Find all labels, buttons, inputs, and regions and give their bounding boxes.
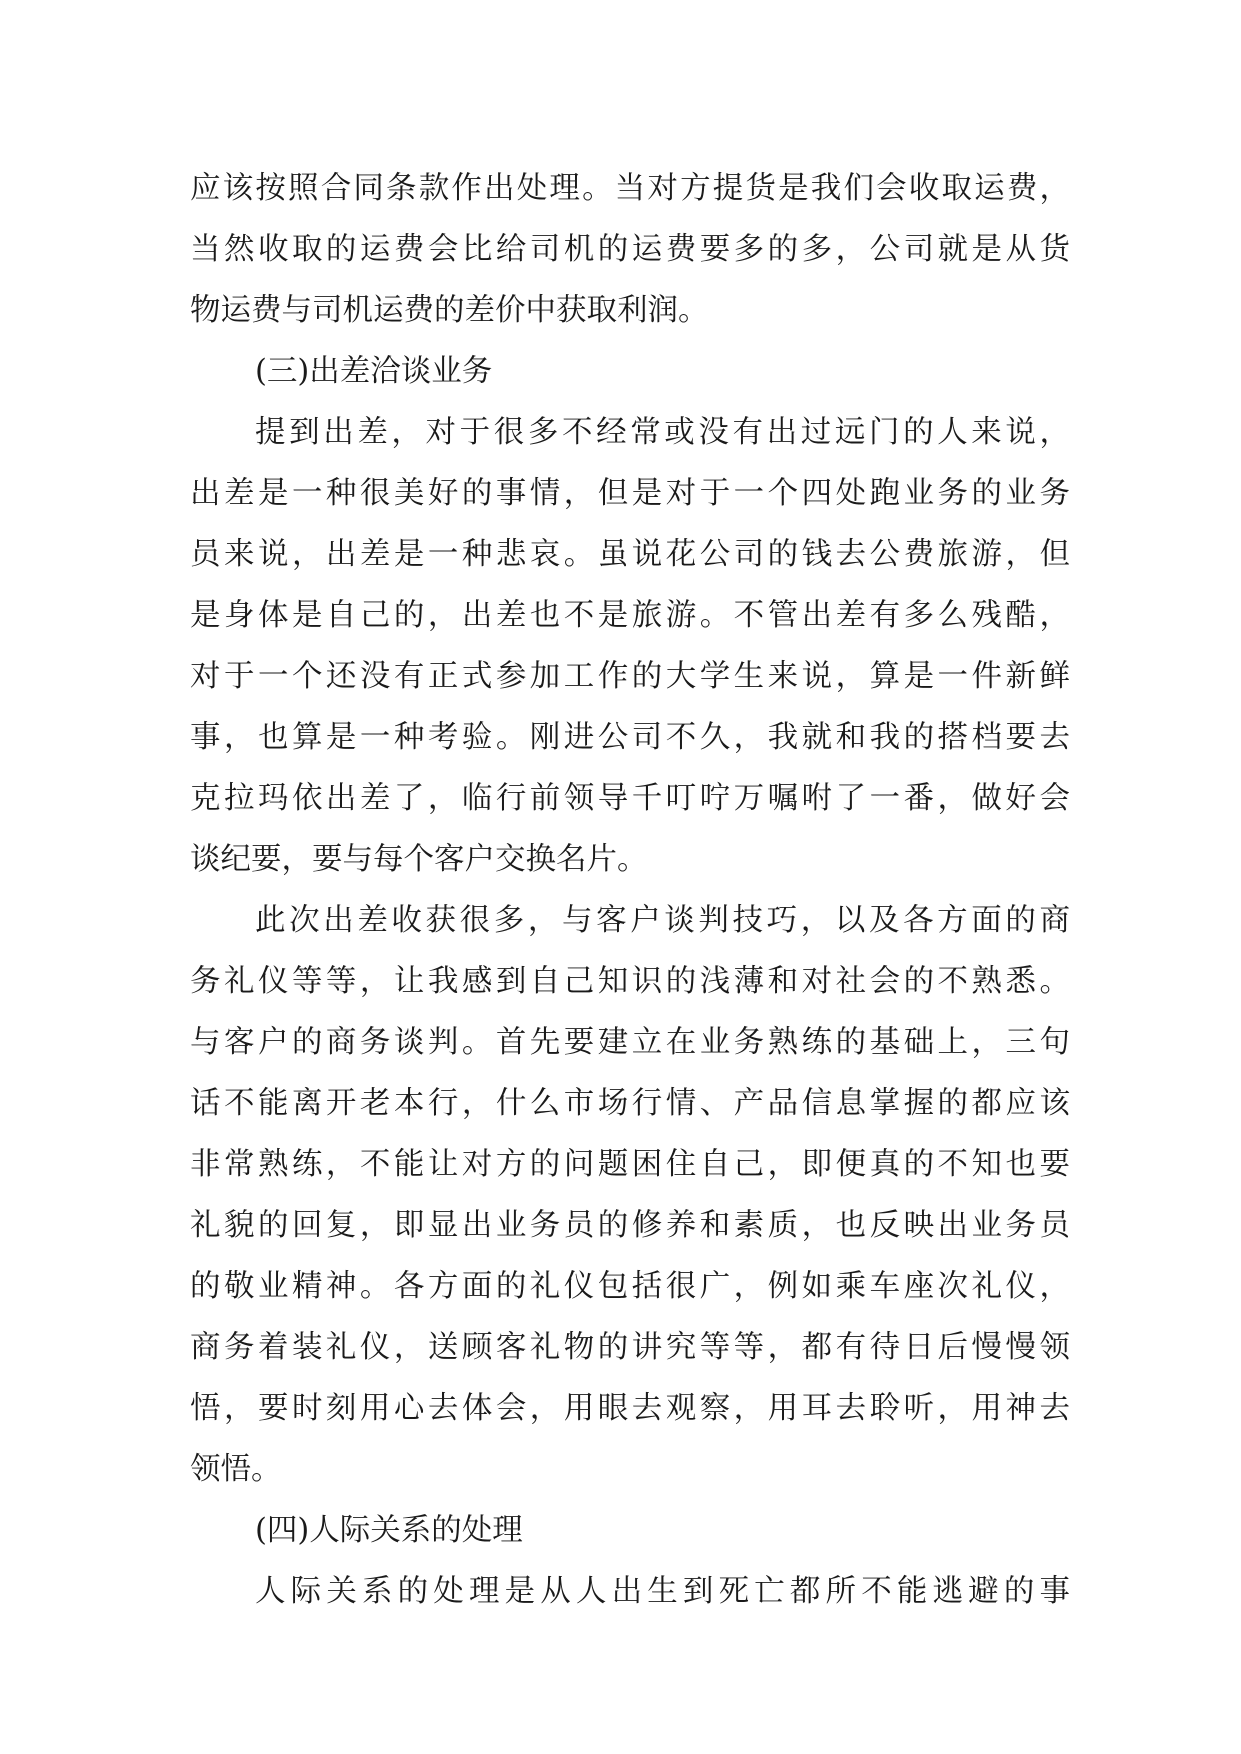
text-line: 悟，要时刻用心去体会，用眼去观察，用耳去聆听，用神去	[190, 1391, 1070, 1426]
text-line: 事，也算是一种考验。刚进公司不久，我就和我的搭档要去	[190, 720, 1070, 755]
text-line: 非常熟练，不能让对方的问题困住自己，即便真的不知也要	[190, 1147, 1070, 1182]
text-line: 物运费与司机运费的差价中获取利润。	[190, 293, 709, 328]
text-line: 务礼仪等等，让我感到自己知识的浅薄和对社会的不熟悉。	[190, 964, 1070, 999]
text-line: 员来说，出差是一种悲哀。虽说花公司的钱去公费旅游，但	[190, 537, 1070, 572]
body-text	[190, 158, 1070, 1622]
text-line: 谈纪要，要与每个客户交换名片。	[190, 842, 648, 877]
section-heading: (三)出差洽谈业务	[255, 354, 493, 389]
text-line: 人际关系的处理是从人出生到死亡都所不能逃避的事	[255, 1574, 1070, 1609]
text-line: 话不能离开老本行，什么市场行情、产品信息掌握的都应该	[190, 1086, 1070, 1121]
text-line: 礼貌的回复，即显出业务员的修养和素质，也反映出业务员	[190, 1208, 1070, 1243]
text-line: 应该按照合同条款作出处理。当对方提货是我们会收取运费，	[190, 171, 1070, 206]
text-line: 克拉玛依出差了，临行前领导千叮咛万嘱咐了一番，做好会	[190, 781, 1070, 816]
text-line: 出差是一种很美好的事情，但是对于一个四处跑业务的业务	[190, 476, 1070, 511]
text-line: 与客户的商务谈判。首先要建立在业务熟练的基础上，三句	[190, 1025, 1070, 1060]
text-line: 提到出差，对于很多不经常或没有出过远门的人来说，	[255, 415, 1070, 450]
section-heading: (四)人际关系的处理	[255, 1513, 523, 1548]
text-line: 领悟。	[190, 1452, 282, 1487]
text-line: 当然收取的运费会比给司机的运费要多的多，公司就是从货	[190, 232, 1070, 267]
text-line: 对于一个还没有正式参加工作的大学生来说，算是一件新鲜	[190, 659, 1070, 694]
text-line: 的敬业精神。各方面的礼仪包括很广，例如乘车座次礼仪，	[190, 1269, 1070, 1304]
text-line: 此次出差收获很多，与客户谈判技巧，以及各方面的商	[255, 903, 1070, 938]
text-line: 商务着装礼仪，送顾客礼物的讲究等等，都有待日后慢慢领	[190, 1330, 1070, 1365]
text-line: 是身体是自己的，出差也不是旅游。不管出差有多么残酷，	[190, 598, 1070, 633]
